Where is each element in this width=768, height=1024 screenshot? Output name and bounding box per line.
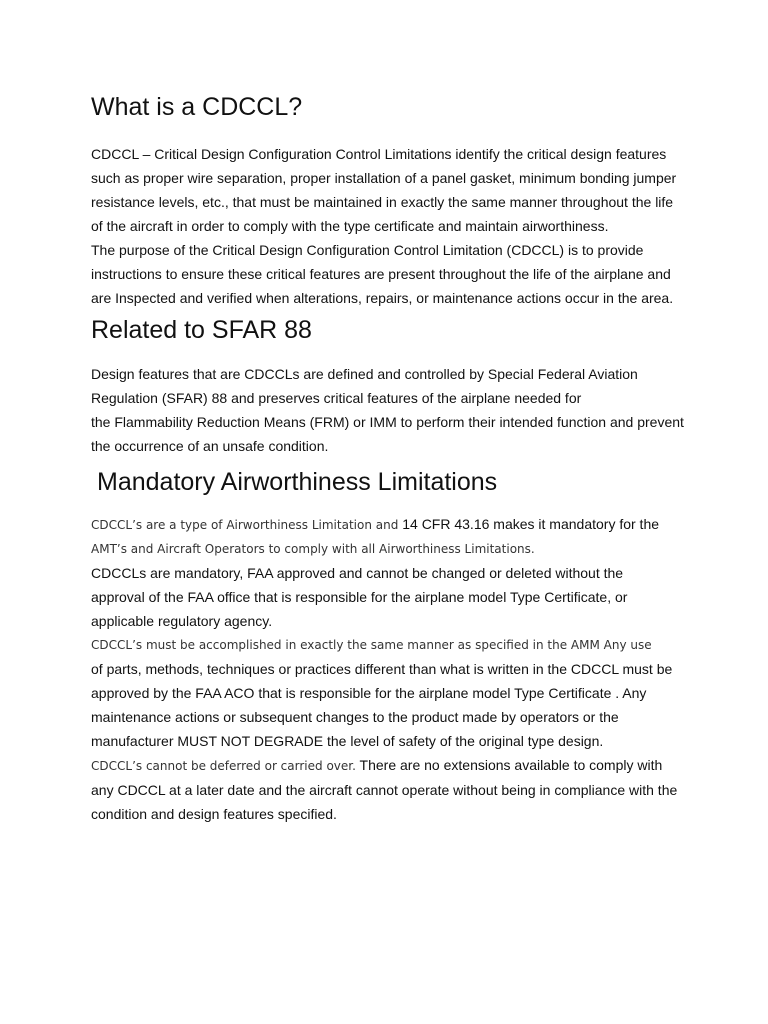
text-line: manufacturer MUST NOT DEGRADE the level of safety of the original type design. (91, 733, 604, 749)
text-run: CDCCL’s cannot be deferred or carried over. (91, 759, 356, 773)
text-line (91, 512, 681, 537)
text-run: CDCCL’s are a type of Airworthiness Limitation and (91, 518, 399, 532)
paragraph-cdccl-definition (91, 142, 681, 310)
text-run: There are no extensions available to comply with (355, 757, 663, 773)
text-line: AMT’s and Aircraft Operators to comply with all Airworthiness Limitations. (91, 542, 535, 556)
text-line: CDCCL’s must be accomplished in exactly the same manner as specified in the AMM Any use (91, 638, 652, 652)
text-line: of parts, methods, techniques or practices different than what is written in the CDCCL must be (91, 661, 673, 677)
text-line: approval of the FAA office that is responsible for the airplane model Type Certificate, or (91, 589, 628, 605)
text-line: the Flammability Reduction Means (FRM) or IMM to perform their intended function and prevent (91, 414, 684, 430)
text-line (91, 753, 681, 778)
document-body (91, 92, 684, 826)
text-line: maintenance actions or subsequent changes to the product made by operators or the (91, 709, 619, 725)
heading-related-to-sfar-88: Related to SFAR 88 (91, 316, 312, 344)
text-line: condition and design features specified. (91, 806, 337, 822)
paragraph-mandatory-limitations (91, 512, 681, 826)
text-line: the occurrence of an unsafe condition. (91, 438, 329, 454)
text-line: of the aircraft in order to comply with the type certificate and maintain airworthiness. (91, 218, 609, 234)
text-line: resistance levels, etc., that must be maintained in exactly the same manner throughout the life (91, 194, 674, 210)
text-line: instructions to ensure these critical features are present throughout the life of the airplane and (91, 266, 671, 282)
text-line: are Inspected and verified when alterations, repairs, or maintenance actions occur in the area. (91, 290, 674, 306)
text-line: applicable regulatory agency. (91, 613, 273, 629)
text-line: any CDCCL at a later date and the aircraft cannot operate without being in compliance with the (91, 782, 678, 798)
heading-what-is-cdccl: What is a CDCCL? (91, 93, 303, 121)
paragraph-sfar-88 (91, 362, 684, 458)
text-run: 14 CFR 43.16 makes it mandatory for the (398, 516, 660, 532)
text-line: such as proper wire separation, proper installation of a panel gasket, minimum bonding jumper (91, 170, 677, 186)
text-line: Design features that are CDCCLs are defined and controlled by Special Federal Aviation (91, 366, 638, 382)
text-line: approved by the FAA ACO that is responsible for the airplane model Type Certificate . Any (91, 685, 647, 701)
text-line: The purpose of the Critical Design Configuration Control Limitation (CDCCL) is to provide (91, 242, 644, 258)
text-line: CDCCL – Critical Design Configuration Control Limitations identify the critical design features (91, 146, 667, 162)
heading-mandatory-airworthiness-limitations: Mandatory Airworthiness Limitations (97, 468, 498, 496)
text-line: Regulation (SFAR) 88 and preserves critical features of the airplane needed for (91, 390, 582, 406)
text-line: CDCCLs are mandatory, FAA approved and cannot be changed or deleted without the (91, 565, 624, 581)
